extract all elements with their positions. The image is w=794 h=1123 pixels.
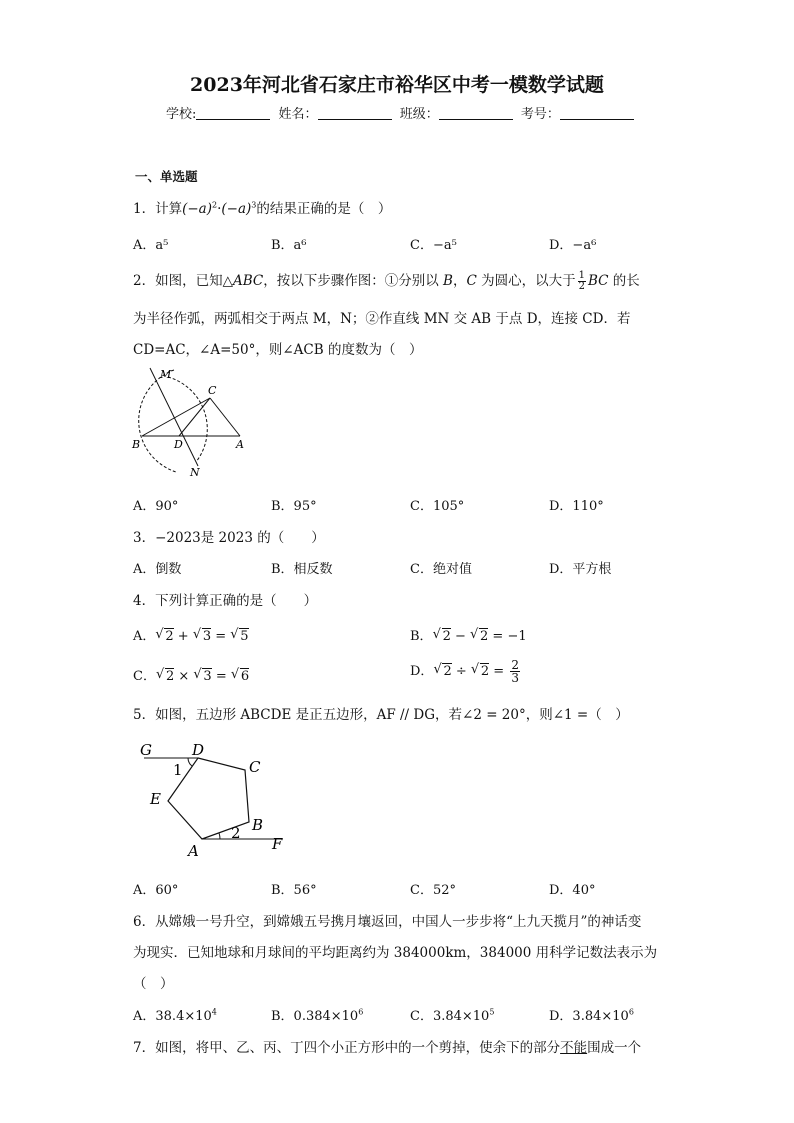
q1-expr-b: (−a): [221, 201, 252, 217]
q4-b-eq: = −1: [488, 629, 527, 644]
q1-exp-a: 2: [212, 200, 218, 210]
q7-prefix: 7．如图，将甲、乙、丙、丁四个小正方形中的一个剪掉，使余下的部分: [133, 1040, 561, 1056]
q5-option-d[interactable]: D．40°: [549, 883, 596, 898]
q4-c-prefix: C．: [133, 669, 156, 684]
q1-option-c[interactable]: C．−a⁵: [410, 238, 457, 253]
q6-b-base: B．0.384×10: [271, 1009, 359, 1024]
q4-b-root-1: √ 2: [442, 628, 451, 644]
q4-b-prefix: B．: [410, 629, 433, 644]
q6-b-exp: 6: [358, 1007, 364, 1017]
q4-b-op: −: [450, 629, 471, 644]
q5-option-b[interactable]: B．56°: [271, 883, 317, 898]
q2-label-a: A: [236, 438, 244, 451]
q4-d-fraction: [510, 659, 520, 684]
q5-label-d: D: [192, 741, 205, 759]
q2-prefix: 2．如图，已知△: [133, 273, 233, 289]
section-heading: 一、单选题: [135, 169, 198, 184]
question-2-line-1: [133, 269, 640, 292]
q4-a-root-2: √ 3: [202, 628, 211, 644]
page-title: 2023年河北省石家庄市裕华区中考一模数学试题: [190, 74, 604, 96]
q5-angle-2-arc: [219, 833, 220, 839]
q5-label-b: B: [252, 816, 264, 834]
q4-d-op: ÷: [451, 664, 471, 679]
q5-label-c: C: [249, 758, 261, 776]
q6-a-base: A．38.4×10: [133, 1009, 212, 1024]
question-7-line-1: [133, 1036, 641, 1056]
q7-underlined: 不能: [560, 1040, 588, 1056]
q6-a-exp: 4: [211, 1007, 217, 1017]
q4-c-root-2: √ 3: [202, 668, 211, 684]
q6-d-exp: 6: [628, 1007, 634, 1017]
q5-label-1: 1: [173, 761, 183, 779]
q1-dot: ·: [217, 201, 222, 217]
q2-point-c: C: [466, 273, 477, 289]
q1-option-b[interactable]: B．a⁶: [271, 238, 307, 253]
q1-option-d[interactable]: D．−a⁶: [549, 238, 597, 253]
q6-c-base: C．3.84×10: [410, 1009, 490, 1024]
q4-c-op: ×: [174, 669, 194, 684]
q1-prefix: 1．计算: [133, 201, 183, 217]
q2-option-a[interactable]: A．90°: [133, 499, 179, 514]
q6-option-a[interactable]: [133, 1005, 217, 1024]
q1-expr-a: (−a): [182, 201, 212, 217]
q3-option-b[interactable]: B．相反数: [271, 562, 333, 577]
q2-label-m: M: [160, 368, 172, 381]
q4-a-root-3: √ 5: [239, 628, 248, 644]
q7-suffix: 围成一个: [587, 1040, 642, 1056]
q4-d-frac-den: 3: [511, 671, 519, 685]
q6-option-d[interactable]: [549, 1005, 634, 1024]
question-1-stem: [133, 197, 391, 217]
q6-option-b[interactable]: [271, 1005, 363, 1024]
q2-text-c: 的长: [608, 273, 640, 289]
q2-text-b: 为圆心，以大于: [476, 273, 576, 289]
q2-figure: [130, 362, 255, 480]
q1-option-a[interactable]: A．a⁵: [133, 238, 169, 253]
exam-no-blank[interactable]: [560, 107, 634, 120]
q4-option-c[interactable]: [133, 665, 249, 684]
q4-c-root-3: √ 6: [240, 668, 249, 684]
q2-segment-bc-line: [142, 398, 210, 436]
q2-option-b[interactable]: B．95°: [271, 499, 317, 514]
question-6-line-3: （ ）: [133, 976, 174, 992]
q5-figure: [132, 736, 297, 861]
q2-segment-cd: [179, 398, 210, 436]
q1-suffix: 的结果正确的是（ ）: [256, 201, 392, 217]
name-label: 姓名：: [278, 107, 318, 122]
q2-line-mn: [150, 368, 198, 466]
q4-a-root-1: √ 2: [164, 628, 173, 644]
question-4-stem: 4．下列计算正确的是（ ）: [133, 593, 318, 609]
q5-label-2: 2: [231, 824, 241, 842]
q2-segment-bc: BC: [587, 273, 609, 289]
q2-frac-num: 1: [578, 270, 585, 281]
school-label: 学校:: [166, 107, 197, 122]
q6-c-exp: 5: [489, 1007, 495, 1017]
q2-text-a: ，按以下步骤作图：①分别以: [263, 273, 444, 289]
q5-label-a: A: [188, 842, 199, 860]
q4-a-prefix: A．: [133, 629, 156, 644]
question-2-line-2: 为半径作弧，两弧相交于两点 M，N；②作直线 MN 交 AB 于点 D，连接 CD．若: [133, 311, 631, 327]
q4-b-root-2: √ 2: [479, 628, 488, 644]
q4-d-root-2: √ 2: [480, 663, 489, 679]
q3-option-d[interactable]: D．平方根: [549, 562, 612, 577]
q3-option-a[interactable]: A．倒数: [133, 562, 182, 577]
q4-option-d[interactable]: [410, 659, 522, 684]
q4-c-root-1: √ 2: [165, 668, 174, 684]
q2-option-d[interactable]: D．110°: [549, 499, 604, 514]
q2-option-c[interactable]: C．105°: [410, 499, 465, 514]
q4-option-b[interactable]: [410, 625, 527, 644]
q2-segment-ca: [210, 398, 240, 436]
q4-option-a[interactable]: [133, 625, 249, 644]
q2-arc-left: [139, 370, 176, 472]
q4-c-eq: =: [211, 669, 231, 684]
class-label: 班级：: [399, 107, 439, 122]
q5-option-a[interactable]: A．60°: [133, 883, 179, 898]
q4-d-root-1: √ 2: [442, 663, 451, 679]
student-info-line: [166, 103, 638, 122]
q4-d-frac-num: 2: [511, 658, 519, 672]
q4-a-eq: =: [211, 629, 231, 644]
q2-label-c: C: [208, 384, 217, 397]
q4-d-eq: =: [489, 664, 509, 679]
q6-d-base: D．3.84×10: [549, 1009, 629, 1024]
q4-a-op: +: [173, 629, 193, 644]
q5-option-c[interactable]: C．52°: [410, 883, 456, 898]
name-blank[interactable]: [318, 107, 392, 120]
q5-label-g: G: [140, 741, 152, 759]
q1-exp-b: 3: [251, 200, 257, 210]
q2-comma: ，: [452, 273, 467, 289]
q2-triangle-name: ABC: [232, 273, 264, 289]
q3-option-c[interactable]: C．绝对值: [410, 562, 472, 577]
question-6-line-1: 6．从嫦娥一号升空，到嫦娥五号携月壤返回，中国人一步步将“上九天揽月”的神话变: [133, 914, 642, 930]
q5-angle-1-arc: [188, 758, 192, 766]
q2-frac-den: 2: [578, 281, 585, 292]
q5-label-f: F: [272, 835, 283, 853]
question-6-line-2: 为现实．已知地球和月球间的平均距离约为 384000km，384000 用科学记数法表示为: [133, 945, 658, 961]
q6-option-c[interactable]: [410, 1005, 494, 1024]
q2-label-b: B: [132, 438, 141, 451]
q4-d-prefix: D．: [410, 664, 434, 679]
q2-fraction: [578, 271, 586, 292]
question-2-line-3: CD=AC，∠A=50°，则∠ACB 的度数为（ ）: [133, 342, 423, 358]
class-blank[interactable]: [439, 107, 513, 120]
q2-label-d: D: [174, 438, 183, 451]
exam-no-label: 考号：: [520, 107, 560, 122]
question-5-stem: 5．如图，五边形 ABCDE 是正五边形，AF // DG，若∠2 = 20°，则∠1 =（ ）: [133, 707, 629, 723]
q2-label-n: N: [190, 466, 200, 479]
school-blank[interactable]: [196, 107, 270, 120]
q2-point-b: B: [443, 273, 453, 289]
q5-label-e: E: [150, 790, 161, 808]
question-3-stem: 3．−2023是 2023 的（ ）: [133, 530, 325, 546]
